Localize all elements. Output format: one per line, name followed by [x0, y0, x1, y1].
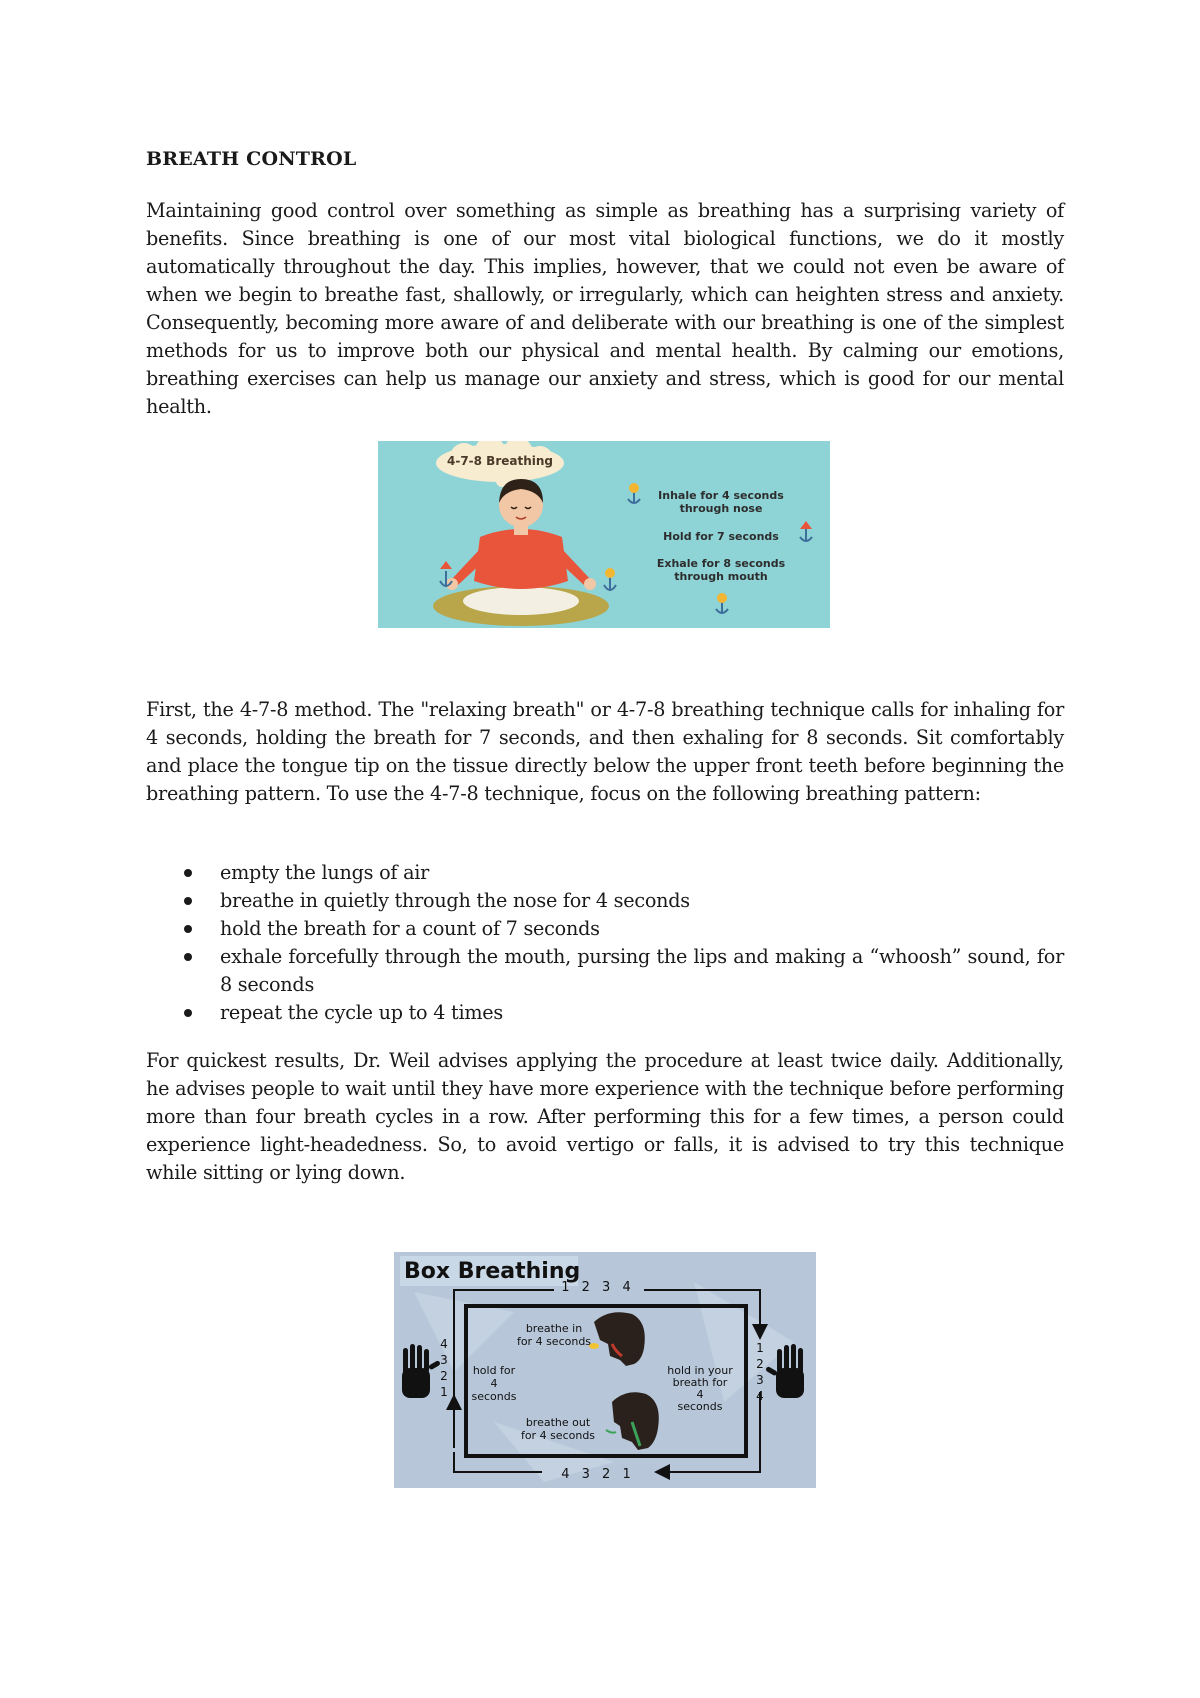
hold-left-line2: 4: [490, 1377, 498, 1390]
right-count-item: 1: [756, 1341, 764, 1355]
inhale-label-line2: for 4 seconds: [516, 1335, 592, 1348]
hold-right-line1: hold in your: [667, 1364, 733, 1377]
bullet-icon: [184, 925, 192, 933]
hold-right-line2: breath for: [672, 1376, 728, 1389]
right-count-item: 2: [756, 1357, 764, 1371]
list-item: empty the lungs of air: [146, 859, 1064, 887]
inhale-step-line1: Inhale for 4 seconds: [658, 489, 784, 502]
image-title: 4-7-8 Breathing: [446, 454, 554, 468]
inhale-label-line1: breathe in: [525, 1322, 583, 1335]
bullet-icon: [184, 897, 192, 905]
right-count-item: 3: [756, 1373, 764, 1387]
exhale-step-line1: Exhale for 8 seconds: [656, 557, 786, 570]
box-breathing-image: [394, 1252, 816, 1488]
inhale-step-line2: through nose: [679, 502, 763, 515]
hold-right-line3: 4: [696, 1388, 704, 1401]
bottom-count: 4 3 2 1: [561, 1467, 635, 1482]
right-count-item: 4: [756, 1389, 764, 1403]
box-title: Box Breathing: [404, 1259, 581, 1284]
left-count-item: 4: [440, 1337, 448, 1351]
left-count-item: 2: [440, 1369, 448, 1383]
breathing-steps-list: [146, 859, 1064, 1027]
hold-left-line1: hold for: [472, 1364, 516, 1377]
left-count-item: 1: [440, 1385, 448, 1399]
bullet-icon: [184, 869, 192, 877]
left-count-item: 3: [440, 1353, 448, 1367]
intro-paragraph: Maintaining good control over something as simple as breathing has a surprising variety of benefits. Since breathing is one of our most vital biological functions, we do it mostly automatically throughout the day. This implies, however, that we could not even be aware of when we begin to breathe fast, shallowly, or irregularly, which can heighten stress and anxiety. Consequently, becoming more aware of and deliberate with our breathing is one of the simplest methods for us to improve both our physical and mental health. By calming our emotions, breathing exercises can help us manage our anxiety and stress, which is good for our mental health.: [146, 199, 1064, 418]
advice-paragraph: For quickest results, Dr. Weil advises applying the procedure at least twice daily. Additionally, he advises people to wait until they have more experience with the technique before performing more than four breath cycles in a row. After performing this for a few times, a person could experience light-headedness. So, to avoid vertigo or falls, it is advised to try this technique while sitting or lying down.: [146, 1049, 1064, 1184]
list-item: hold the breath for a count of 7 seconds: [146, 915, 1064, 943]
four-seven-eight-breathing-image: [378, 441, 830, 628]
bullet-icon: [184, 953, 192, 961]
section-heading: BREATH CONTROL: [146, 148, 357, 170]
hold-left-line3: seconds: [471, 1390, 517, 1403]
hold-right-line4: seconds: [677, 1400, 723, 1413]
list-item: breathe in quietly through the nose for 4 seconds: [146, 887, 1064, 915]
list-item: exhale forcefully through the mouth, pursing the lips and making a “whoosh” sound, for 8 seconds: [146, 943, 1064, 999]
list-item: repeat the cycle up to 4 times: [146, 999, 1064, 1027]
method-paragraph: First, the 4-7-8 method. The "relaxing breath" or 4-7-8 breathing technique calls for inhaling for 4 seconds, holding the breath for 7 seconds, and then exhaling for 8 seconds. Sit comfortably and place the tongue tip on the tissue directly below the upper front teeth before beginning the breathing pattern. To use the 4-7-8 technique, focus on the following breathing pattern:: [146, 698, 1064, 805]
exhale-step-line2: through mouth: [674, 570, 768, 583]
exhale-label-line1: breathe out: [525, 1416, 591, 1429]
bullet-icon: [184, 1009, 192, 1017]
top-count: 1 2 3 4: [561, 1280, 635, 1295]
exhale-label-line2: for 4 seconds: [520, 1429, 596, 1442]
hold-step: Hold for 7 seconds: [663, 530, 779, 543]
